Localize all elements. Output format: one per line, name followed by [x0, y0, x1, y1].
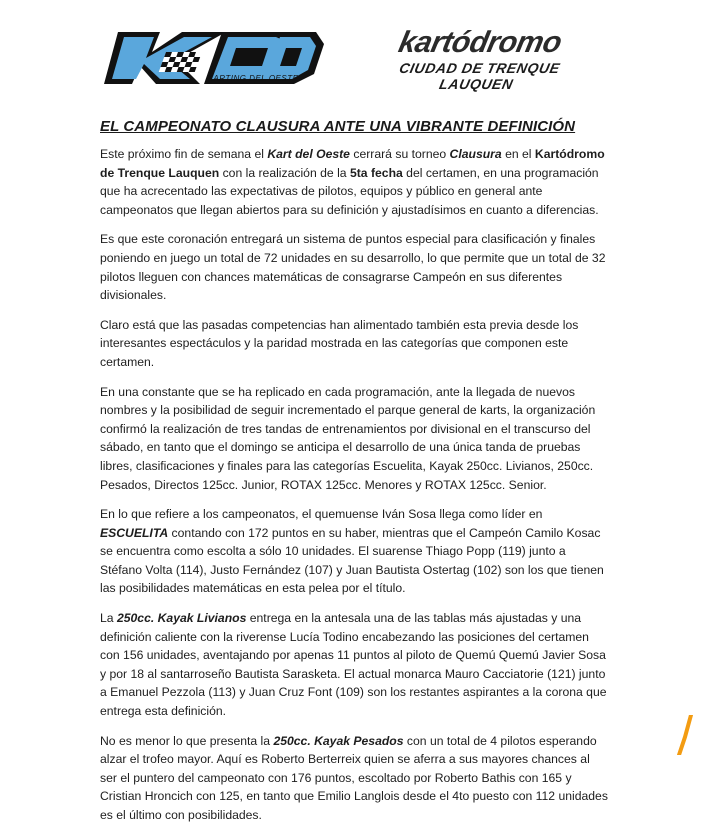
document-header: [0, 0, 720, 110]
clausura-emphasis: Clausura: [449, 147, 502, 161]
paragraph-2: Es que este coronación entregará un sistema de puntos especial para clasificación y finales poniendo en juego un total de 72 unidades en su desarrollo, lo que permite que un total de 32 pilotos lleguen con chances matemáticas de consagrarse Campeón en sus diferentes divisionales.: [100, 232, 606, 303]
article-title: EL CAMPEONATO CLAUSURA ANTE UNA VIBRANTE DEFINICIÓN: [100, 118, 576, 135]
kdo-logo: [104, 22, 324, 94]
paragraph-7: No es menor lo que presenta la 250cc. Kayak Pesados con un total de 4 pilotos esperando alzar el trofeo mayor. Aquí es Roberto Berterreix quien se aferra a sus mayores chances al ser el puntero del campeonato con 176 puntos, escoltado por Roberto Bathis con 165 y Cristian Hroncich con 125, en tanto que Emilio Langlois desde el 4to puesto con 112 unidades es el último con posibilidades.: [100, 733, 608, 822]
kartodromo-emphasis: Kartódromo de Trenque Lauquen: [100, 147, 605, 180]
orange-edge-mark: [675, 715, 693, 755]
kartodromo-logo-subtitle: CIUDAD DE TRENQUE LAUQUEN: [397, 60, 562, 92]
paragraph-4: En una constante que se ha replicado en cada programación, ante la llegada de nuevos nombres y la posibilidad de seguir incrementado el parque general de karts, la organización confirmó la realización de tres tandas de entrenamientos por divisional en el transcurso del sábado, en tanto que el domingo se anticipa el desarrollo de una única tanda de pruebas libres, clasificaciones y finales para las categorías Escuelita, Kayak 250cc. Livianos, 250cc. Pesados, Directos 125cc. Junior, ROTAX 125cc. Menores y ROTAX 125cc. Senior.: [100, 384, 596, 492]
kartodromo-logo-title: kartódromo: [395, 26, 565, 59]
kdo-tagline: KARTING DEL OESTE: [207, 74, 299, 83]
escuelita-emphasis: ESCUELITA: [100, 525, 169, 540]
kayak-pesados-emphasis: 250cc. Kayak Pesados: [273, 733, 404, 748]
article: [100, 118, 610, 836]
kayak-livianos-emphasis: 250cc. Kayak Livianos: [116, 611, 247, 626]
kart-del-oeste-emphasis: Kart del Oeste: [267, 147, 350, 161]
paragraph-1: Este próximo fin de semana el Kart del Oeste cerrará su torneo Clausura en el Kartódromo de Trenque Lauquen con la realización de la 5ta fecha del certamen, en una programación que ha acrecentado las expectativas de pilotos, equipos y público en general ante campeonatos que llegan abiertos para su definición y ajustadísimos en cuanto a diferencias.: [100, 147, 605, 217]
paragraph-6: La 250cc. Kayak Livianos entrega en la antesala una de las tablas más ajustadas y una definición caliente con la riverense Lucía Todino encabezando las posiciones del certamen con 156 unidades, aventajando por apenas 11 puntos al piloto de Quemú Quemú Javier Sosa y por 18 al santarroseño Bautista Sarasketa. El actual monarca Mauro Cacciatorie (121) junto a Emanuel Pezzola (113) y Juan Cruz Font (109) son los restantes aspirantes a la corona que entrega esta definición.: [100, 611, 607, 719]
paragraph-3: Claro está que las pasadas competencias han alimentado también esta previa desde los interesantes espectáculos y la paridad mostrada en las categorías que componen este certamen.: [100, 317, 579, 369]
fecha-emphasis: 5ta fecha: [349, 165, 403, 180]
paragraph-5: En lo que refiere a los campeonatos, el quemuense Iván Sosa llega como líder en ESCUELITA contando con 172 puntos en su haber, mientras que el Campeón Camilo Kosac se encuentra como escolta a sólo 10 unidades. El suarense Thiago Popp (119) junto a Stéfano Volta (114), Justo Fernández (107) y Juan Bautista Ostertag (102) son los que tienen las posibilidades matemáticas en esta pelea por el título.: [100, 507, 604, 596]
